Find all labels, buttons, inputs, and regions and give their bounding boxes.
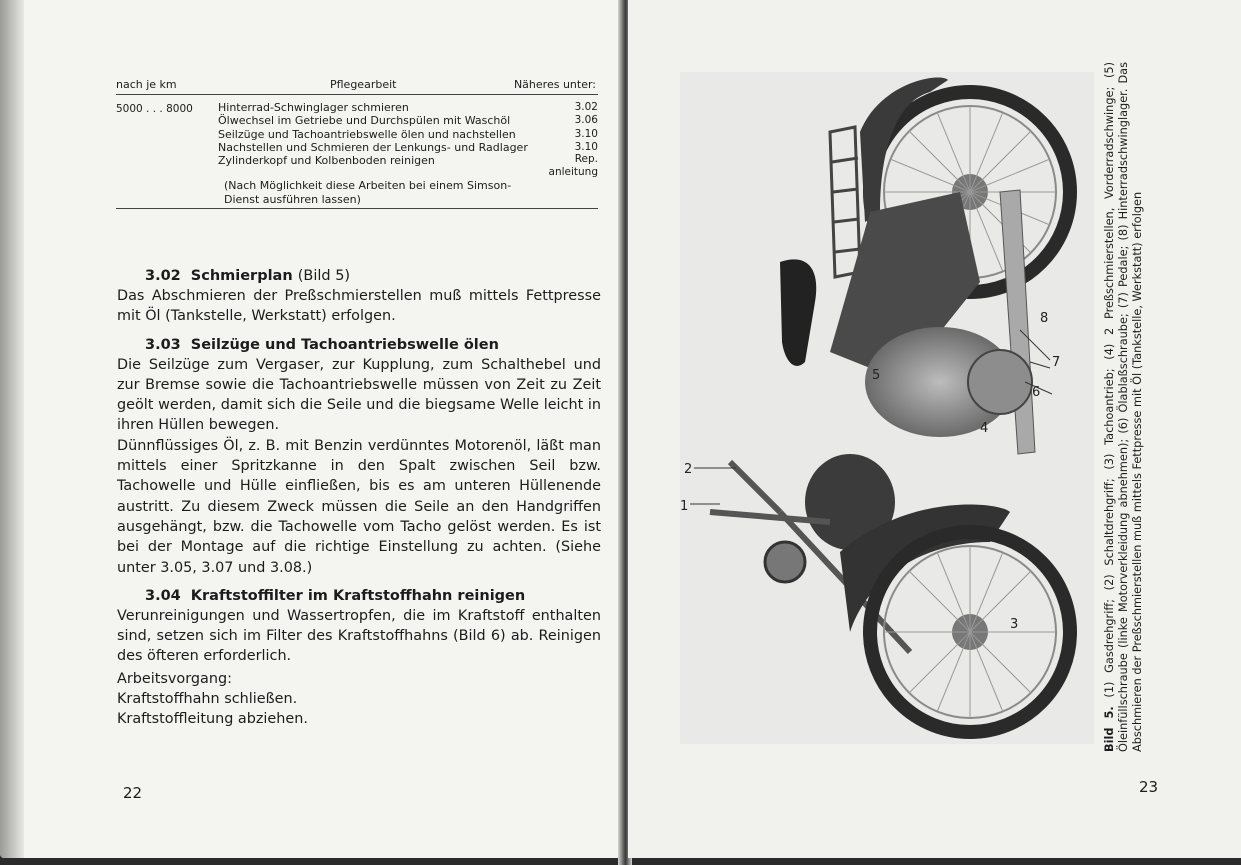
callout-label: 6	[1032, 385, 1041, 400]
callout-label: 4	[980, 421, 989, 436]
task-ref: 3.10	[574, 127, 598, 140]
header-work: Pflegearbeit	[330, 78, 397, 91]
table-row	[116, 114, 598, 127]
paragraph: Kraftstoffleitung abziehen.	[117, 711, 308, 728]
table-row	[116, 141, 598, 154]
section-number: 3.04	[145, 587, 181, 604]
task-text: Hinterrad-Schwinglager schmieren	[218, 101, 409, 114]
moped-illustration	[680, 72, 1094, 744]
section-number: 3.02	[145, 268, 181, 284]
moped-photo	[680, 72, 1094, 744]
table-note: (Nach Möglichkeit diese Arbeiten bei einem Simson-Dienst ausführen lassen)	[224, 179, 512, 206]
paragraph: Kraftstoffhahn schließen.	[117, 691, 298, 708]
task-text: Nachstellen und Schmieren der Lenkungs- und Radlager	[218, 140, 528, 154]
headlamp	[765, 542, 805, 582]
header-km: nach je km	[116, 78, 177, 91]
paragraph: Die Seilzüge zum Vergaser, zur Kupplung, zum Schalthebel und zur Bremse sowie die Tachoantriebswelle müssen von Zeit zu Zeit geölt werden, damit sich die Seile und die biegsame Welle leicht in ihren Hüllen bewegen.	[117, 356, 601, 434]
body-text	[117, 266, 601, 730]
page-number-left: 22	[123, 784, 143, 802]
task-text: Zylinderkopf und Kolbenboden reinigen	[218, 154, 435, 168]
section-heading	[117, 266, 601, 286]
task-ref: 3.02	[574, 101, 598, 113]
callout-label: 8	[1040, 311, 1049, 326]
task-ref: Rep. anleitung	[548, 153, 598, 179]
caption-label: Bild 5.	[1103, 706, 1116, 752]
maintenance-table	[116, 78, 598, 209]
caption-text: (1) Gasdrehgriff; (2) Schaltdrehgriff; (3) Tachoantrieb; (4) 2 Preßschmierstellen, Vorderradschwinge; (5) Öleinfüllschraube (linke Motorverkleidung abnehmen); (6) Ölablaßschraube; (7) Pedale; (8) Hinterradschwinglager. Das Abschmieren der Preßschmierstellen muß mittels Fettpresse mit Öl (Tankstelle, Werkstatt) erfolgen	[1103, 62, 1144, 752]
task-text: Seilzüge und Tachoantriebswelle ölen und nachstellen	[218, 127, 516, 141]
figure-caption	[1103, 62, 1144, 752]
callout-label: 1	[680, 499, 689, 514]
table-bottom-rule	[116, 208, 598, 209]
paragraph: Verunreinigungen und Wassertropfen, die im Kraftstoff enthalten sind, setzen sich im Filter des Kraftstoffhahns (Bild 6) ab. Reinigen des öfteren erforderlich.	[117, 607, 601, 665]
table-row	[116, 128, 598, 141]
section-heading	[117, 586, 601, 606]
table-header	[116, 78, 598, 95]
header-ref: Näheres unter:	[513, 78, 596, 91]
callout-label: 7	[1052, 355, 1061, 370]
table-row	[116, 101, 598, 114]
task-ref: 3.10	[574, 140, 598, 153]
callout-label: 5	[872, 368, 881, 383]
paragraph: Arbeitsvorgang:	[117, 670, 232, 687]
task-ref: 3.06	[574, 114, 598, 127]
section-title: Schmierplan	[190, 268, 293, 284]
page-edge-shadow	[0, 0, 24, 858]
section-title: Kraftstoffilter im Kraftstoffhahn reinigen	[190, 587, 526, 604]
km-interval: 5000 . . . 8000	[116, 103, 193, 115]
table-row	[116, 154, 598, 179]
section-heading	[117, 335, 601, 355]
page-number-right: 23	[1139, 778, 1159, 796]
section-number: 3.03	[145, 336, 181, 353]
paragraph: Dünnflüssiges Öl, z. B. mit Benzin verdünntes Motorenöl, läßt man mittels einer Spritzkanne in den Spalt zwischen Seil bzw. Tachowelle und Hülle einfließen, bis es am unteren Hüllenende austritt. Zu diesem Zweck müssen die Seile an den Handgriffen ausgehängt, bzw. die Tachowelle vom Tacho gelöst werden. Es ist bei der Montage auf die richtige Einstellung zu achten. (Siehe unter 3.05, 3.07 und 3.08.)	[117, 437, 601, 576]
callout-label: 3	[1010, 617, 1019, 632]
table-body	[116, 101, 598, 206]
section-title: Seilzüge und Tachoantriebswelle ölen	[190, 336, 499, 353]
paragraph: Das Abschmieren der Preßschmierstellen muß mittels Fettpresse mit Öl (Tankstelle, Werkstatt) erfolgen.	[117, 288, 601, 325]
section-figure-ref: (Bild 5)	[297, 268, 351, 284]
task-text: Ölwechsel im Getriebe und Durchspülen mit Waschöl	[218, 114, 511, 128]
left-page	[0, 0, 622, 858]
front-wheel	[870, 532, 1070, 732]
callout-label: 2	[684, 462, 693, 477]
